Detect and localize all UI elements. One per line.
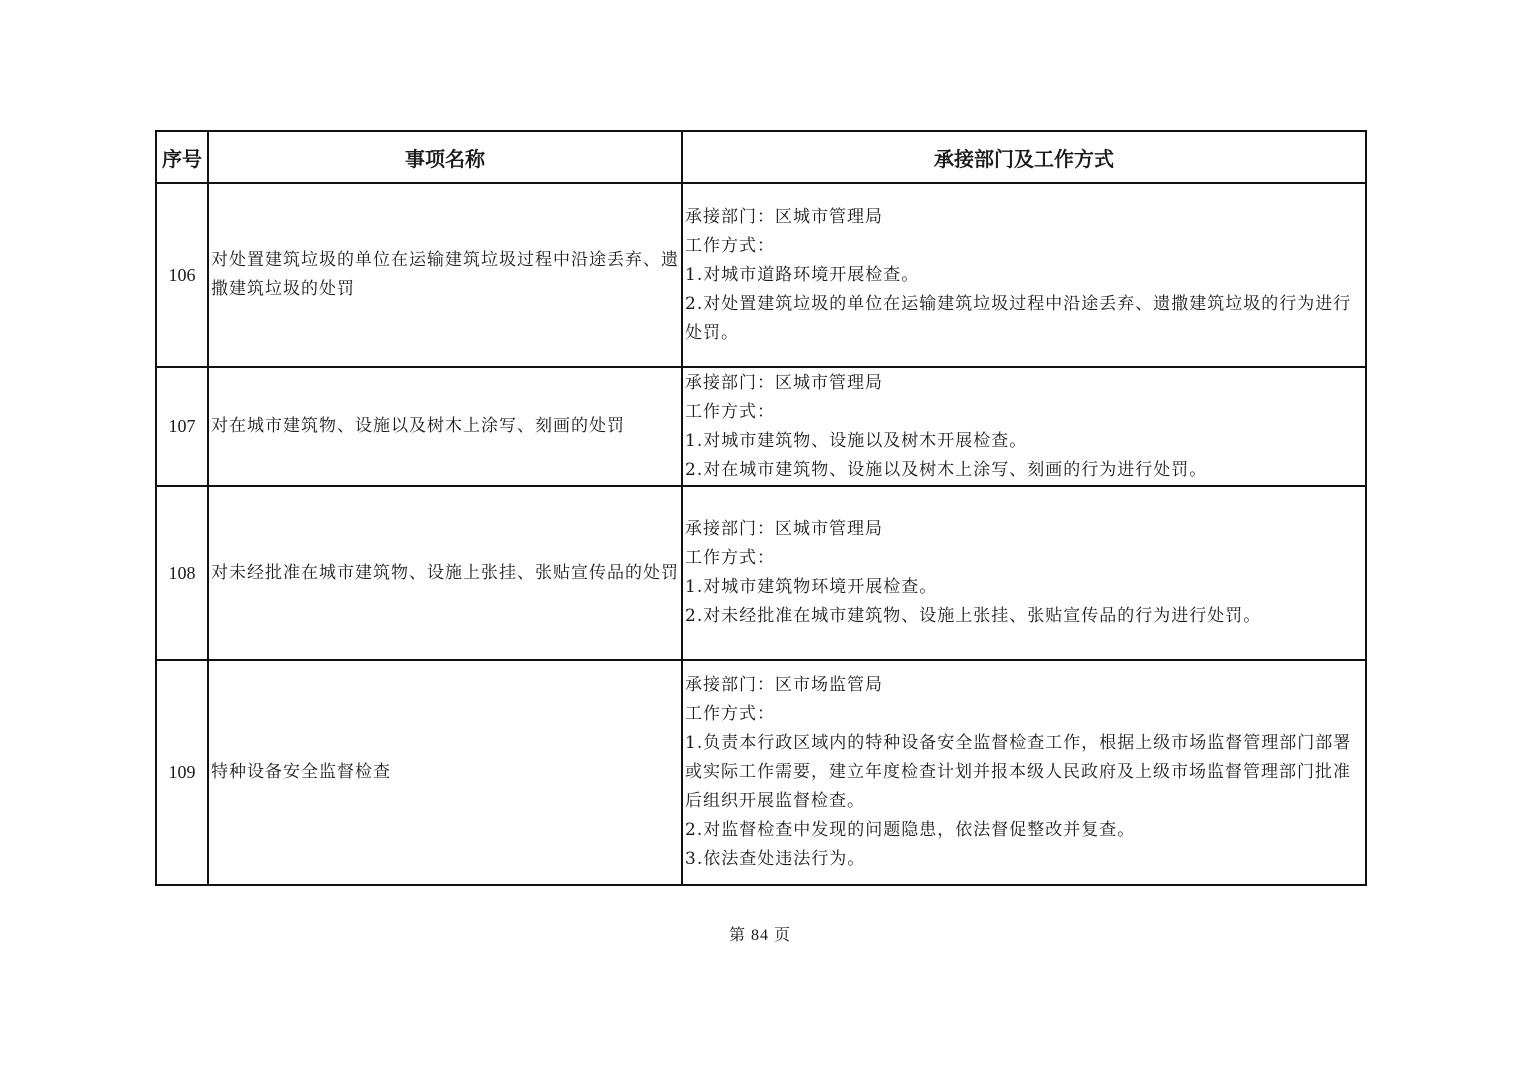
table-header-row (156, 131, 1366, 183)
row-department-method (682, 183, 1366, 367)
method-label: 工作方式： (685, 548, 775, 568)
row-item-name: 对在城市建筑物、设施以及树木上涂写、刻画的处罚 (208, 367, 682, 486)
row-item-name: 特种设备安全监督检查 (208, 660, 682, 885)
row-serial-number: 109 (156, 660, 208, 885)
header-department-method: 承接部门及工作方式 (682, 131, 1366, 183)
department-line: 承接部门：区城市管理局 (685, 206, 883, 227)
method-label: 工作方式： (685, 235, 775, 256)
header-serial-number: 序号 (156, 131, 208, 183)
row-serial-number: 106 (156, 183, 208, 367)
method-item: 2.对在城市建筑物、设施以及树木上涂写、刻画的行为进行处罚。 (685, 459, 1208, 480)
method-item: 1.对城市建筑物、设施以及树木开展检查。 (685, 430, 1028, 451)
method-item: 2.对监督检查中发现的问题隐患，依法督促整改并复查。 (685, 820, 1136, 840)
method-item: 2.对未经批准在城市建筑物、设施上张挂、张贴宣传品的行为进行处罚。 (685, 606, 1262, 626)
method-label: 工作方式： (685, 401, 775, 422)
method-item: 1.对城市建筑物环境开展检查。 (685, 577, 938, 597)
row-department-method (682, 486, 1366, 660)
row-department-method (682, 660, 1366, 885)
row-serial-number: 108 (156, 486, 208, 660)
department-line: 承接部门：区市场监管局 (685, 675, 883, 695)
page-number: 第 84 页 (728, 927, 791, 944)
table-row (156, 486, 1366, 660)
method-item: 3.依法查处违法行为。 (685, 849, 866, 869)
row-item-name: 对未经批准在城市建筑物、设施上张挂、张贴宣传品的处罚 (208, 486, 682, 660)
table-row (156, 183, 1366, 367)
row-item-name: 对处置建筑垃圾的单位在运输建筑垃圾过程中沿途丢弃、遗撒建筑垃圾的处罚 (208, 183, 682, 367)
method-label: 工作方式： (685, 704, 775, 724)
method-item: 1.对城市道路环境开展检查。 (685, 264, 920, 285)
department-line: 承接部门：区城市管理局 (685, 519, 883, 539)
method-item: 2.对处置建筑垃圾的单位在运输建筑垃圾过程中沿途丢弃、遗撒建筑垃圾的行为进行处罚。 (685, 293, 1352, 343)
table-row (156, 367, 1366, 486)
table-row (156, 660, 1366, 885)
row-department-method (682, 367, 1366, 486)
method-item: 1.负责本行政区域内的特种设备安全监督检查工作，根据上级市场监督管理部门部署或实际工作需要，建立年度检查计划并报本级人民政府及上级市场监督管理部门批准后组织开展监督检查。 (685, 733, 1352, 811)
items-table (155, 130, 1367, 886)
department-line: 承接部门：区城市管理局 (685, 372, 883, 393)
header-item-name: 事项名称 (208, 131, 682, 183)
row-serial-number: 107 (156, 367, 208, 486)
